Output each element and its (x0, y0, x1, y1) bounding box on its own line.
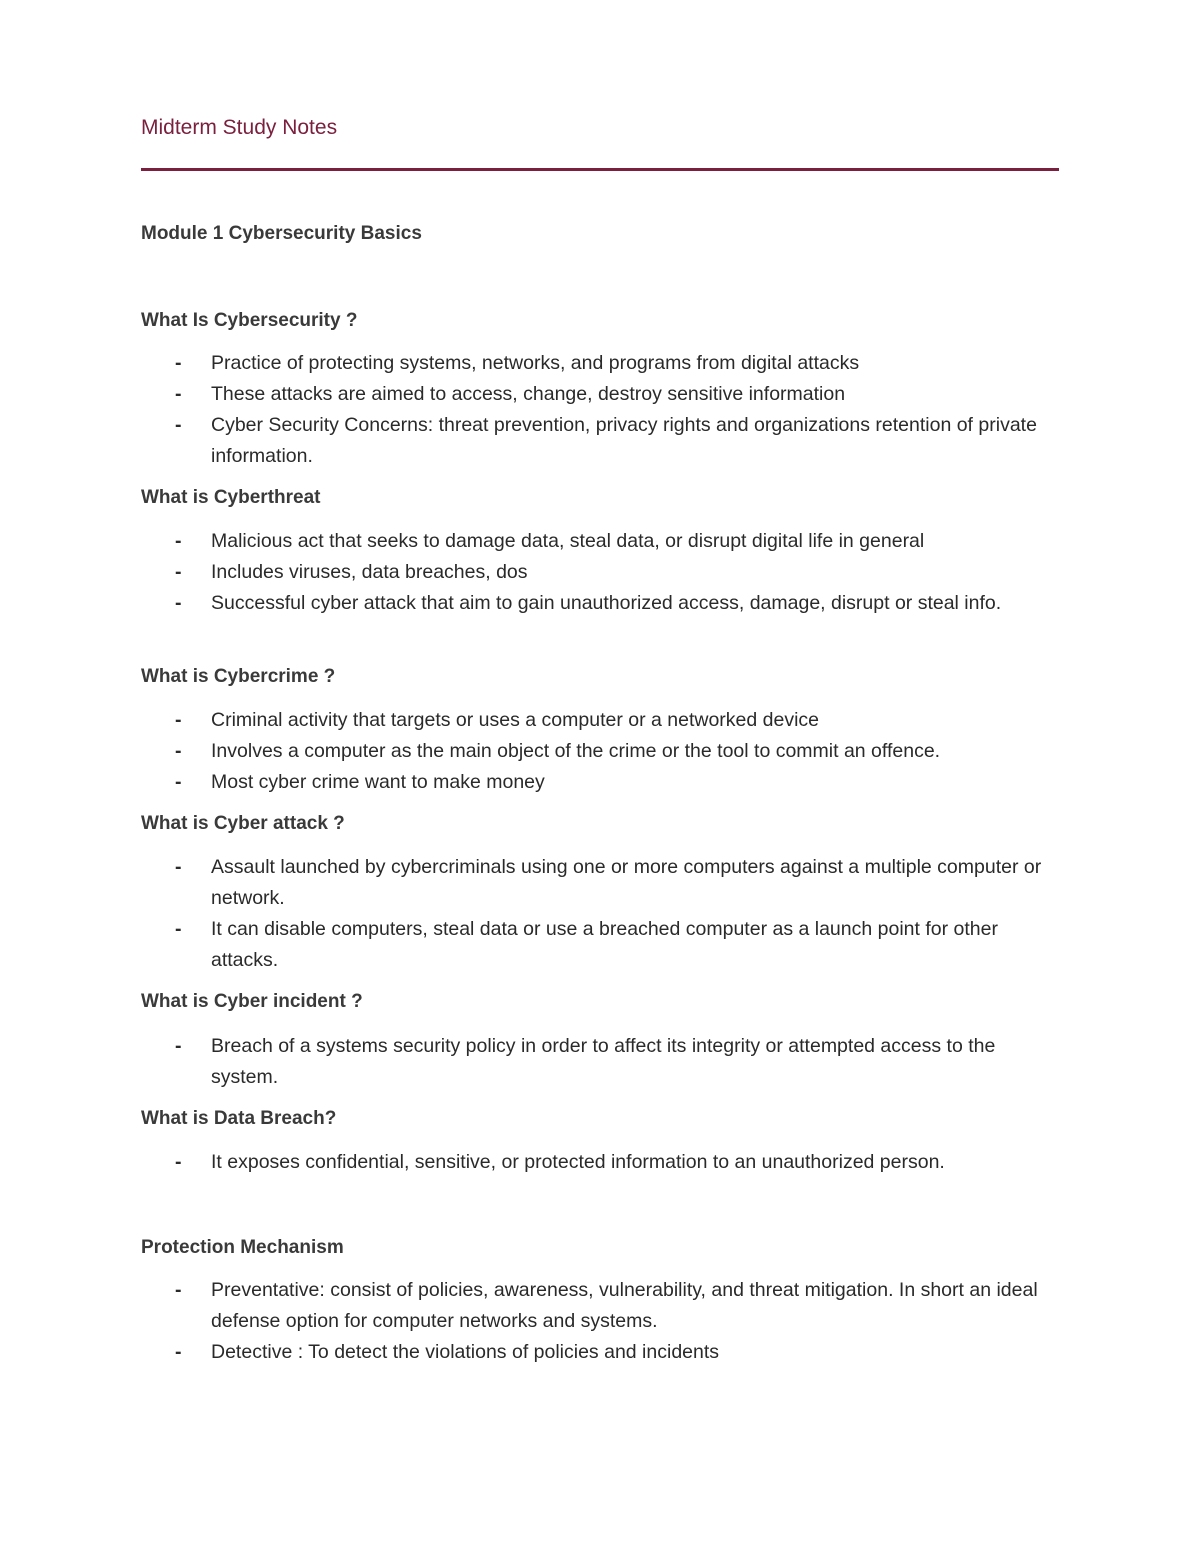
bullet-list (141, 852, 1059, 976)
bullet-list (141, 705, 1059, 798)
module-heading: Module 1 Cybersecurity Basics (141, 223, 422, 244)
list-item (141, 1337, 1059, 1368)
list-item (141, 379, 1059, 410)
bullet-dash: - (175, 856, 182, 878)
list-item (141, 1275, 1059, 1337)
list-item-text: Cyber Security Concerns: threat prevention, privacy rights and organizations retention of private information. (211, 414, 1037, 467)
section-heading: What is Cybercrime ? (141, 666, 336, 687)
list-item-text: Successful cyber attack that aim to gain unauthorized access, damage, disrupt or steal info. (211, 592, 1002, 614)
list-item-text: Most cyber crime want to make money (211, 771, 545, 793)
list-item (141, 1147, 1059, 1178)
document-title: Midterm Study Notes (141, 116, 338, 139)
list-item-text: Preventative: consist of policies, awareness, vulnerability, and threat mitigation. In short an ideal defense option for computer networks and systems. (211, 1279, 1038, 1332)
title-divider (141, 168, 1059, 171)
bullet-dash: - (175, 414, 182, 436)
bullet-dash: - (175, 1279, 182, 1301)
bullet-dash: - (175, 383, 182, 405)
list-item-text: Involves a computer as the main object of the crime or the tool to commit an offence. (211, 740, 941, 762)
bullet-list (141, 1147, 1059, 1178)
bullet-dash: - (175, 1341, 182, 1363)
list-item (141, 410, 1059, 472)
section-heading: What is Cyberthreat (141, 487, 321, 508)
list-item (141, 557, 1059, 588)
list-item (141, 767, 1059, 798)
list-item (141, 705, 1059, 736)
bullet-list (141, 348, 1059, 472)
list-item (141, 526, 1059, 557)
bullet-dash: - (175, 771, 182, 793)
bullet-dash: - (175, 709, 182, 731)
list-item-text: Criminal activity that targets or uses a computer or a networked device (211, 709, 820, 731)
list-item-text: Breach of a systems security policy in order to affect its integrity or attempted access to the system. (211, 1035, 996, 1088)
list-item-text: Detective : To detect the violations of policies and incidents (211, 1341, 720, 1363)
list-item-text: Assault launched by cybercriminals using one or more computers against a multiple computer or network. (211, 856, 1042, 909)
bullet-list (141, 1031, 1059, 1093)
list-item-text: Practice of protecting systems, networks, and programs from digital attacks (211, 352, 860, 374)
list-item (141, 736, 1059, 767)
bullet-dash: - (175, 1151, 182, 1173)
section-heading: What Is Cybersecurity ? (141, 310, 358, 331)
list-item (141, 1031, 1059, 1093)
list-item-text: Malicious act that seeks to damage data, steal data, or disrupt digital life in general (211, 530, 925, 552)
list-item (141, 588, 1059, 619)
list-item-text: It exposes confidential, sensitive, or protected information to an unauthorized person. (211, 1151, 945, 1173)
list-item-text: Includes viruses, data breaches, dos (211, 561, 528, 583)
bullet-dash: - (175, 352, 182, 374)
list-item (141, 914, 1059, 976)
bullet-dash: - (175, 1035, 182, 1057)
bullet-dash: - (175, 918, 182, 940)
list-item-text: It can disable computers, steal data or use a breached computer as a launch point for other attacks. (211, 918, 998, 971)
section-heading: What is Cyber incident ? (141, 991, 363, 1012)
list-item (141, 348, 1059, 379)
list-item (141, 852, 1059, 914)
section-heading: What is Cyber attack ? (141, 813, 345, 834)
bullet-dash: - (175, 740, 182, 762)
bullet-dash: - (175, 592, 182, 614)
section-heading: What is Data Breach? (141, 1108, 337, 1129)
bullet-list (141, 526, 1059, 619)
bullet-dash: - (175, 561, 182, 583)
bullet-dash: - (175, 530, 182, 552)
section-heading: Protection Mechanism (141, 1237, 344, 1258)
bullet-list (141, 1275, 1059, 1368)
list-item-text: These attacks are aimed to access, change, destroy sensitive information (211, 383, 846, 405)
